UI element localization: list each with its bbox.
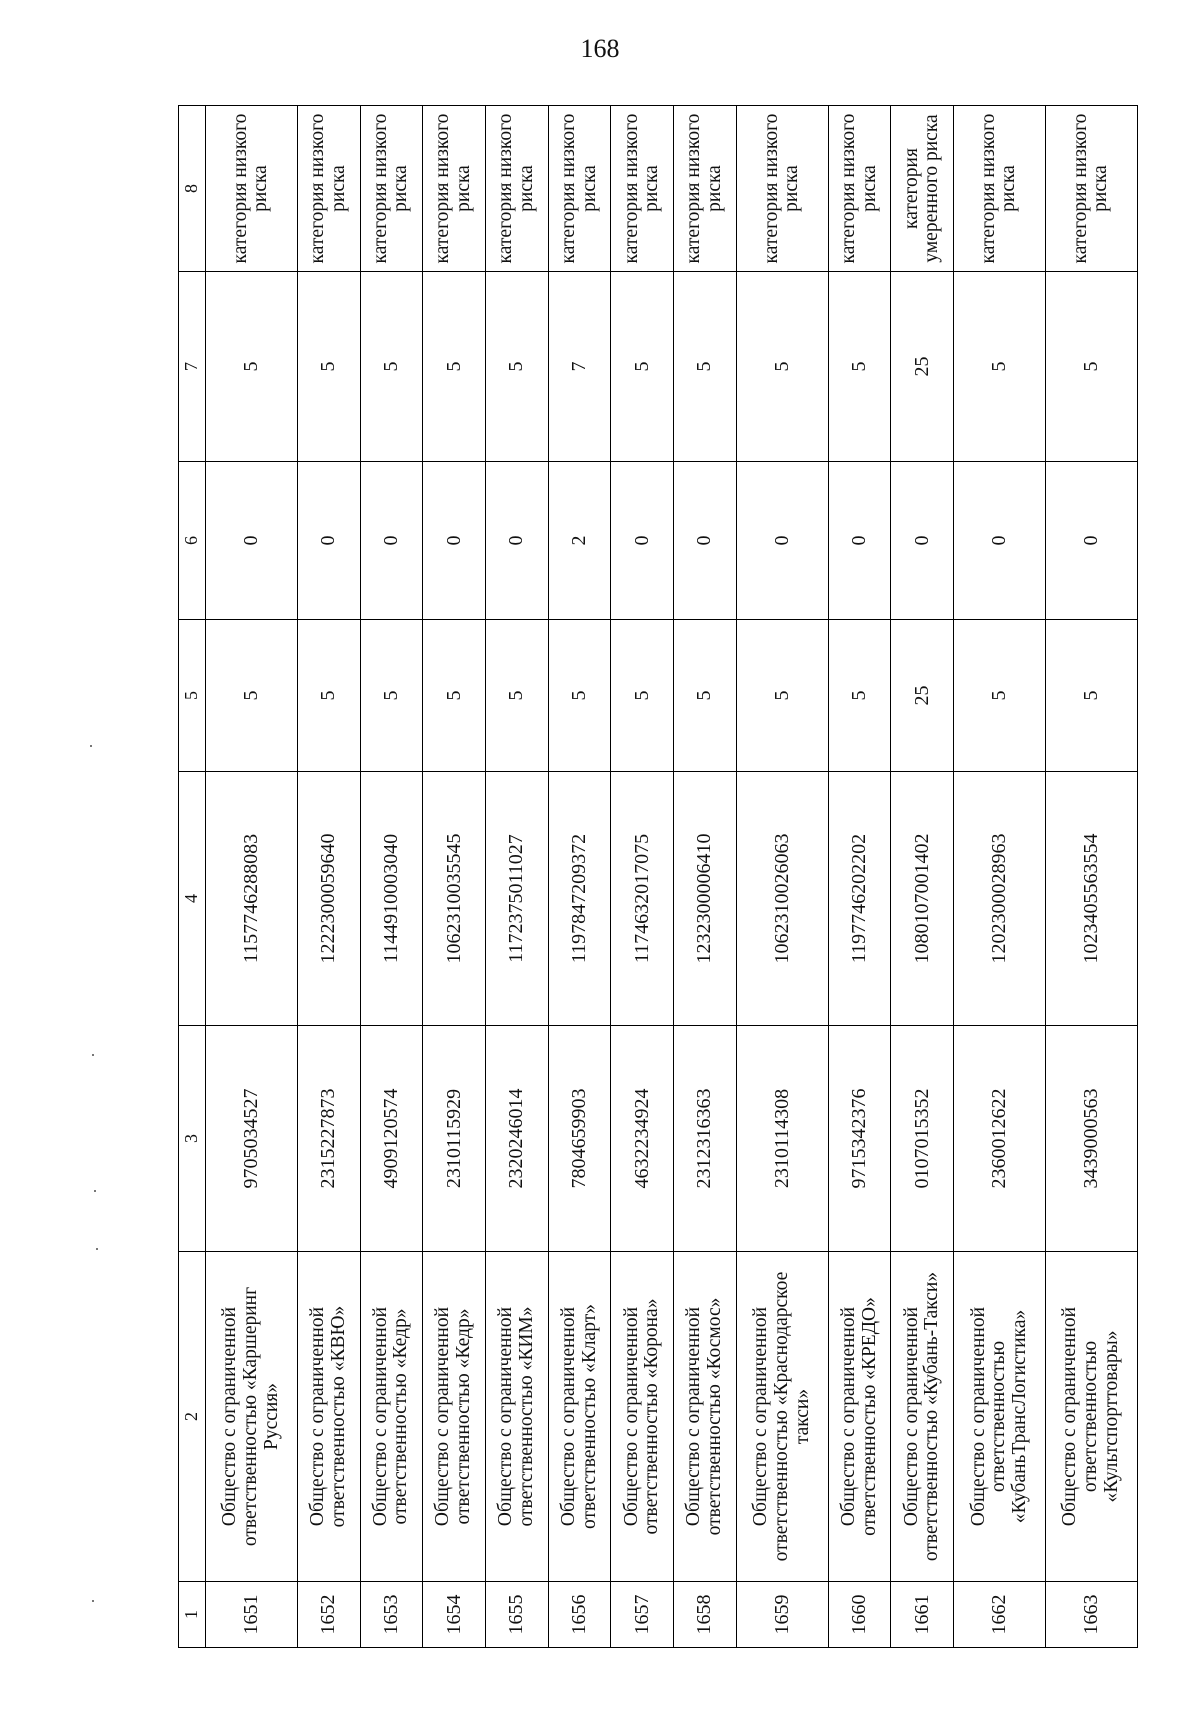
ogrn-cell: 1197847209372: [548, 772, 611, 1026]
column-6-cell: 0: [206, 462, 298, 620]
column-5-cell: 5: [360, 620, 423, 772]
column-number-cell: 6: [179, 462, 206, 620]
risk-category-cell: категория низкого риска: [423, 106, 486, 272]
organization-name-cell: Общество с ограниченной ответственностью «Краснодарское такси»: [736, 1252, 828, 1582]
table-row: [206, 106, 298, 1648]
column-5-cell: 5: [954, 620, 1046, 772]
column-6-cell: 0: [736, 462, 828, 620]
column-7-cell: 5: [485, 272, 548, 462]
table-row: [611, 106, 674, 1648]
risk-category-cell: категория низкого риска: [548, 106, 611, 272]
column-7-cell: 7: [548, 272, 611, 462]
risk-category-cell: категория умеренного риска: [891, 106, 954, 272]
risk-category-cell: категория низкого риска: [360, 106, 423, 272]
column-number-cell: 4: [179, 772, 206, 1026]
column-number-row: [179, 106, 206, 1648]
risk-category-cell: категория низкого риска: [1045, 106, 1137, 272]
organization-name-cell: Общество с ограниченной ответственностью «Каршеринг Руссия»: [206, 1252, 298, 1582]
column-5-cell: 5: [423, 620, 486, 772]
column-7-cell: 5: [611, 272, 674, 462]
column-5-cell: 5: [611, 620, 674, 772]
row-number-cell: 1662: [954, 1582, 1046, 1648]
column-5-cell: 5: [736, 620, 828, 772]
column-7-cell: 5: [360, 272, 423, 462]
column-6-cell: 0: [360, 462, 423, 620]
table-row: [674, 106, 737, 1648]
registry-table: [178, 105, 1138, 1648]
table-row: [360, 106, 423, 1648]
ogrn-cell: 1157746288083: [206, 772, 298, 1026]
page-number: 168: [580, 34, 620, 63]
row-number-cell: 1654: [423, 1582, 486, 1648]
inn-cell: 9715342376: [828, 1026, 891, 1252]
ogrn-cell: 1062310026063: [736, 772, 828, 1026]
organization-name-cell: Общество с ограниченной ответственностью «Космос»: [674, 1252, 737, 1582]
row-number-cell: 1660: [828, 1582, 891, 1648]
risk-category-cell: категория низкого риска: [485, 106, 548, 272]
column-5-cell: 5: [485, 620, 548, 772]
column-number-cell: 8: [179, 106, 206, 272]
inn-cell: 4632234924: [611, 1026, 674, 1252]
risk-category-cell: категория низкого риска: [206, 106, 298, 272]
ogrn-cell: 1197746202202: [828, 772, 891, 1026]
inn-cell: 2310114308: [736, 1026, 828, 1252]
risk-category-cell: категория низкого риска: [954, 106, 1046, 272]
row-number-cell: 1651: [206, 1582, 298, 1648]
inn-cell: 2310115929: [423, 1026, 486, 1252]
column-5-cell: 5: [828, 620, 891, 772]
table-row: [485, 106, 548, 1648]
organization-name-cell: Общество с ограниченной ответственностью «КРЕДО»: [828, 1252, 891, 1582]
ogrn-cell: 1023405563554: [1045, 772, 1137, 1026]
inn-cell: 4909120574: [360, 1026, 423, 1252]
column-6-cell: 0: [1045, 462, 1137, 620]
column-6-cell: 0: [828, 462, 891, 620]
column-6-cell: 0: [954, 462, 1046, 620]
column-7-cell: 5: [423, 272, 486, 462]
inn-cell: 2315227873: [297, 1026, 360, 1252]
ogrn-cell: 1172375011027: [485, 772, 548, 1026]
column-6-cell: 0: [891, 462, 954, 620]
column-6-cell: 0: [674, 462, 737, 620]
column-7-cell: 5: [1045, 272, 1137, 462]
table-row: [1045, 106, 1137, 1648]
column-6-cell: 0: [611, 462, 674, 620]
ogrn-cell: 1144910003040: [360, 772, 423, 1026]
organization-name-cell: Общество с ограниченной ответственностью «Кедр»: [423, 1252, 486, 1582]
scan-mark: [94, 1190, 96, 1192]
organization-name-cell: Общество с ограниченной ответственностью «Кедр»: [360, 1252, 423, 1582]
column-7-cell: 25: [891, 272, 954, 462]
inn-cell: 2320246014: [485, 1026, 548, 1252]
risk-category-cell: категория низкого риска: [297, 106, 360, 272]
column-6-cell: 0: [423, 462, 486, 620]
table-row: [954, 106, 1046, 1648]
column-5-cell: 5: [1045, 620, 1137, 772]
row-number-cell: 1661: [891, 1582, 954, 1648]
ogrn-cell: 1062310035545: [423, 772, 486, 1026]
ogrn-cell: 1174632017075: [611, 772, 674, 1026]
organization-name-cell: Общество с ограниченной ответственностью «Кубань-Такси»: [891, 1252, 954, 1582]
column-7-cell: 5: [828, 272, 891, 462]
risk-category-cell: категория низкого риска: [736, 106, 828, 272]
column-5-cell: 5: [548, 620, 611, 772]
organization-name-cell: Общество с ограниченной ответственностью «Культспорттовары»: [1045, 1252, 1137, 1582]
scan-mark: [92, 1600, 94, 1602]
row-number-cell: 1652: [297, 1582, 360, 1648]
column-5-cell: 25: [891, 620, 954, 772]
column-number-cell: 1: [179, 1582, 206, 1648]
table-row: [423, 106, 486, 1648]
column-number-cell: 5: [179, 620, 206, 772]
row-number-cell: 1656: [548, 1582, 611, 1648]
row-number-cell: 1653: [360, 1582, 423, 1648]
table-row: [736, 106, 828, 1648]
column-7-cell: 5: [954, 272, 1046, 462]
inn-cell: 9705034527: [206, 1026, 298, 1252]
inn-cell: 3439000563: [1045, 1026, 1137, 1252]
risk-category-cell: категория низкого риска: [611, 106, 674, 272]
inn-cell: 7804659903: [548, 1026, 611, 1252]
table-row: [548, 106, 611, 1648]
column-number-cell: 2: [179, 1252, 206, 1582]
organization-name-cell: Общество с ограниченной ответственностью «Кларт»: [548, 1252, 611, 1582]
scan-mark: [96, 1248, 98, 1250]
ogrn-cell: 1202300028963: [954, 772, 1046, 1026]
row-number-cell: 1655: [485, 1582, 548, 1648]
column-5-cell: 5: [674, 620, 737, 772]
table-row: [828, 106, 891, 1648]
row-number-cell: 1659: [736, 1582, 828, 1648]
table-row: [891, 106, 954, 1648]
organization-name-cell: Общество с ограниченной ответственностью «КИМ»: [485, 1252, 548, 1582]
column-5-cell: 5: [297, 620, 360, 772]
organization-name-cell: Общество с ограниченной ответственностью «КубаньТрансЛогистика»: [954, 1252, 1046, 1582]
ogrn-cell: 1080107001402: [891, 772, 954, 1026]
rotated-table-container: [178, 106, 1138, 1648]
row-number-cell: 1657: [611, 1582, 674, 1648]
ogrn-cell: 1222300059640: [297, 772, 360, 1026]
column-number-cell: 3: [179, 1026, 206, 1252]
scan-mark: [90, 745, 92, 747]
table-row: [297, 106, 360, 1648]
column-7-cell: 5: [736, 272, 828, 462]
column-number-cell: 7: [179, 272, 206, 462]
column-7-cell: 5: [297, 272, 360, 462]
risk-category-cell: категория низкого риска: [828, 106, 891, 272]
organization-name-cell: Общество с ограниченной ответственностью «Корона»: [611, 1252, 674, 1582]
risk-category-cell: категория низкого риска: [674, 106, 737, 272]
column-7-cell: 5: [674, 272, 737, 462]
inn-cell: 2312316363: [674, 1026, 737, 1252]
ogrn-cell: 1232300006410: [674, 772, 737, 1026]
row-number-cell: 1663: [1045, 1582, 1137, 1648]
inn-cell: 0107015352: [891, 1026, 954, 1252]
column-6-cell: 2: [548, 462, 611, 620]
scan-mark: [92, 1054, 94, 1056]
column-5-cell: 5: [206, 620, 298, 772]
column-7-cell: 5: [206, 272, 298, 462]
inn-cell: 2360012622: [954, 1026, 1046, 1252]
organization-name-cell: Общество с ограниченной ответственностью «КВЮ»: [297, 1252, 360, 1582]
column-6-cell: 0: [485, 462, 548, 620]
row-number-cell: 1658: [674, 1582, 737, 1648]
column-6-cell: 0: [297, 462, 360, 620]
